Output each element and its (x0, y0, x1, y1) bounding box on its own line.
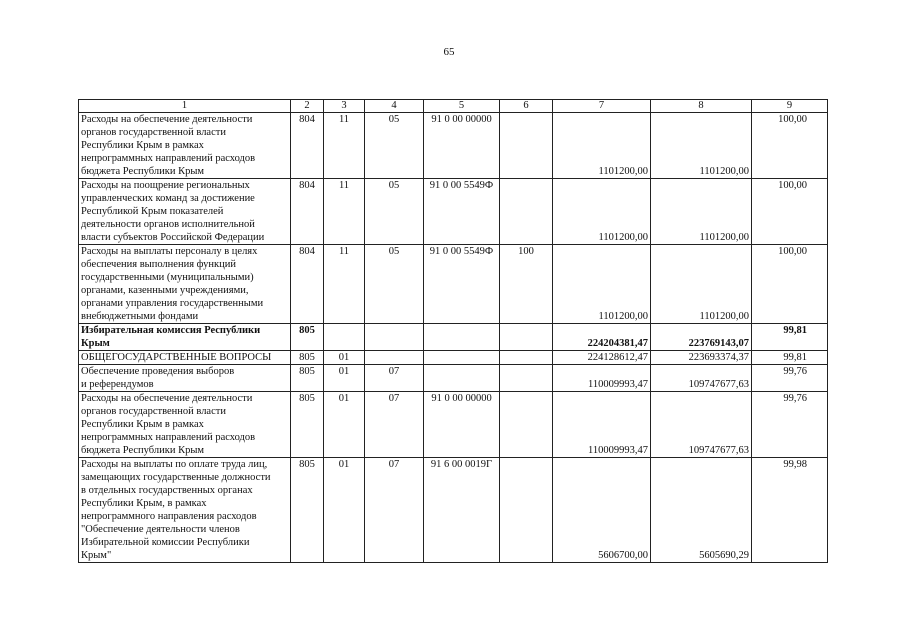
execution-percent-cell: 100,00 (752, 113, 828, 179)
executed-amount-cell: 1101200,00 (651, 113, 752, 179)
expense-type-cell (500, 365, 553, 392)
target-item-cell (424, 365, 500, 392)
table-row (79, 113, 828, 179)
column-number: 1 (79, 100, 291, 113)
subsection-cell (365, 324, 424, 351)
row-name-cell: Расходы на выплаты персоналу в целях обеспечения выполнения функций государственными (муниципальными) органами, казенными учреждениями, органами управления государственными внебюджетными фондами (79, 245, 291, 324)
expense-type-cell: 100 (500, 245, 553, 324)
section-cell: 11 (324, 113, 365, 179)
planned-amount-cell: 224204381,47 (553, 324, 651, 351)
executed-amount-cell: 1101200,00 (651, 179, 752, 245)
code-cell: 804 (291, 245, 324, 324)
section-cell: 01 (324, 365, 365, 392)
target-item-cell (424, 351, 500, 365)
code-cell: 804 (291, 179, 324, 245)
subsection-cell: 05 (365, 179, 424, 245)
column-number-row (79, 100, 828, 113)
column-number: 5 (424, 100, 500, 113)
target-item-cell (424, 324, 500, 351)
code-cell: 805 (291, 458, 324, 563)
planned-amount-cell: 110009993,47 (553, 365, 651, 392)
section-cell: 11 (324, 245, 365, 324)
section-cell: 01 (324, 392, 365, 458)
planned-amount-cell: 110009993,47 (553, 392, 651, 458)
target-item-cell: 91 6 00 0019Г (424, 458, 500, 563)
execution-percent-cell: 99,76 (752, 392, 828, 458)
expense-type-cell (500, 351, 553, 365)
budget-table (78, 99, 828, 563)
row-name-cell: Расходы на поощрение региональных управленческих команд за достижение Республикой Крым показателей деятельности органов исполнительной власти субъектов Российской Федерации (79, 179, 291, 245)
executed-amount-cell: 109747677,63 (651, 365, 752, 392)
section-cell (324, 324, 365, 351)
subsection-cell: 07 (365, 458, 424, 563)
column-number: 4 (365, 100, 424, 113)
executed-amount-cell: 1101200,00 (651, 245, 752, 324)
subsection-cell: 07 (365, 365, 424, 392)
code-cell: 805 (291, 365, 324, 392)
code-cell: 805 (291, 392, 324, 458)
table-row (79, 392, 828, 458)
page-number: 65 (443, 46, 455, 58)
expense-type-cell (500, 179, 553, 245)
row-name-cell: Избирательная комиссия Республики Крым (79, 324, 291, 351)
row-name-cell: Расходы на обеспечение деятельности органов государственной власти Республики Крым в рамках непрограммных направлений расходов бюджета Республики Крым (79, 392, 291, 458)
planned-amount-cell: 224128612,47 (553, 351, 651, 365)
row-name-cell: Обеспечение проведения выборов и референдумов (79, 365, 291, 392)
target-item-cell: 91 0 00 5549Ф (424, 179, 500, 245)
subsection-cell (365, 351, 424, 365)
target-item-cell: 91 0 00 5549Ф (424, 245, 500, 324)
subsection-cell: 05 (365, 113, 424, 179)
code-cell: 804 (291, 113, 324, 179)
target-item-cell: 91 0 00 00000 (424, 113, 500, 179)
column-number: 8 (651, 100, 752, 113)
table-row (79, 179, 828, 245)
table-row (79, 365, 828, 392)
expense-type-cell (500, 458, 553, 563)
row-name-cell: ОБЩЕГОСУДАРСТВЕННЫЕ ВОПРОСЫ (79, 351, 291, 365)
execution-percent-cell: 99,98 (752, 458, 828, 563)
column-number: 6 (500, 100, 553, 113)
planned-amount-cell: 1101200,00 (553, 245, 651, 324)
execution-percent-cell: 99,76 (752, 365, 828, 392)
executed-amount-cell: 5605690,29 (651, 458, 752, 563)
column-number: 7 (553, 100, 651, 113)
code-cell: 805 (291, 324, 324, 351)
code-cell: 805 (291, 351, 324, 365)
execution-percent-cell: 99,81 (752, 324, 828, 351)
column-number: 9 (752, 100, 828, 113)
execution-percent-cell: 99,81 (752, 351, 828, 365)
expense-type-cell (500, 113, 553, 179)
expense-type-cell (500, 324, 553, 351)
column-number: 3 (324, 100, 365, 113)
expense-type-cell (500, 392, 553, 458)
execution-percent-cell: 100,00 (752, 179, 828, 245)
row-name-cell: Расходы на обеспечение деятельности органов государственной власти Республики Крым в рамках непрограммных направлений расходов бюджета Республики Крым (79, 113, 291, 179)
table-row (79, 245, 828, 324)
table-row (79, 324, 828, 351)
target-item-cell: 91 0 00 00000 (424, 392, 500, 458)
row-name-cell: Расходы на выплаты по оплате труда лиц, замещающих государственные должности в отдельных государственных органах Республики Крым, в рамках непрограммного направления расходов "Обеспечение деятельности членов Избирательной комиссии Республики Крым" (79, 458, 291, 563)
executed-amount-cell: 223693374,37 (651, 351, 752, 365)
section-cell: 01 (324, 351, 365, 365)
table-row (79, 458, 828, 563)
planned-amount-cell: 5606700,00 (553, 458, 651, 563)
planned-amount-cell: 1101200,00 (553, 113, 651, 179)
executed-amount-cell: 223769143,07 (651, 324, 752, 351)
planned-amount-cell: 1101200,00 (553, 179, 651, 245)
section-cell: 01 (324, 458, 365, 563)
executed-amount-cell: 109747677,63 (651, 392, 752, 458)
subsection-cell: 07 (365, 392, 424, 458)
execution-percent-cell: 100,00 (752, 245, 828, 324)
table-row (79, 351, 828, 365)
subsection-cell: 05 (365, 245, 424, 324)
column-number: 2 (291, 100, 324, 113)
section-cell: 11 (324, 179, 365, 245)
